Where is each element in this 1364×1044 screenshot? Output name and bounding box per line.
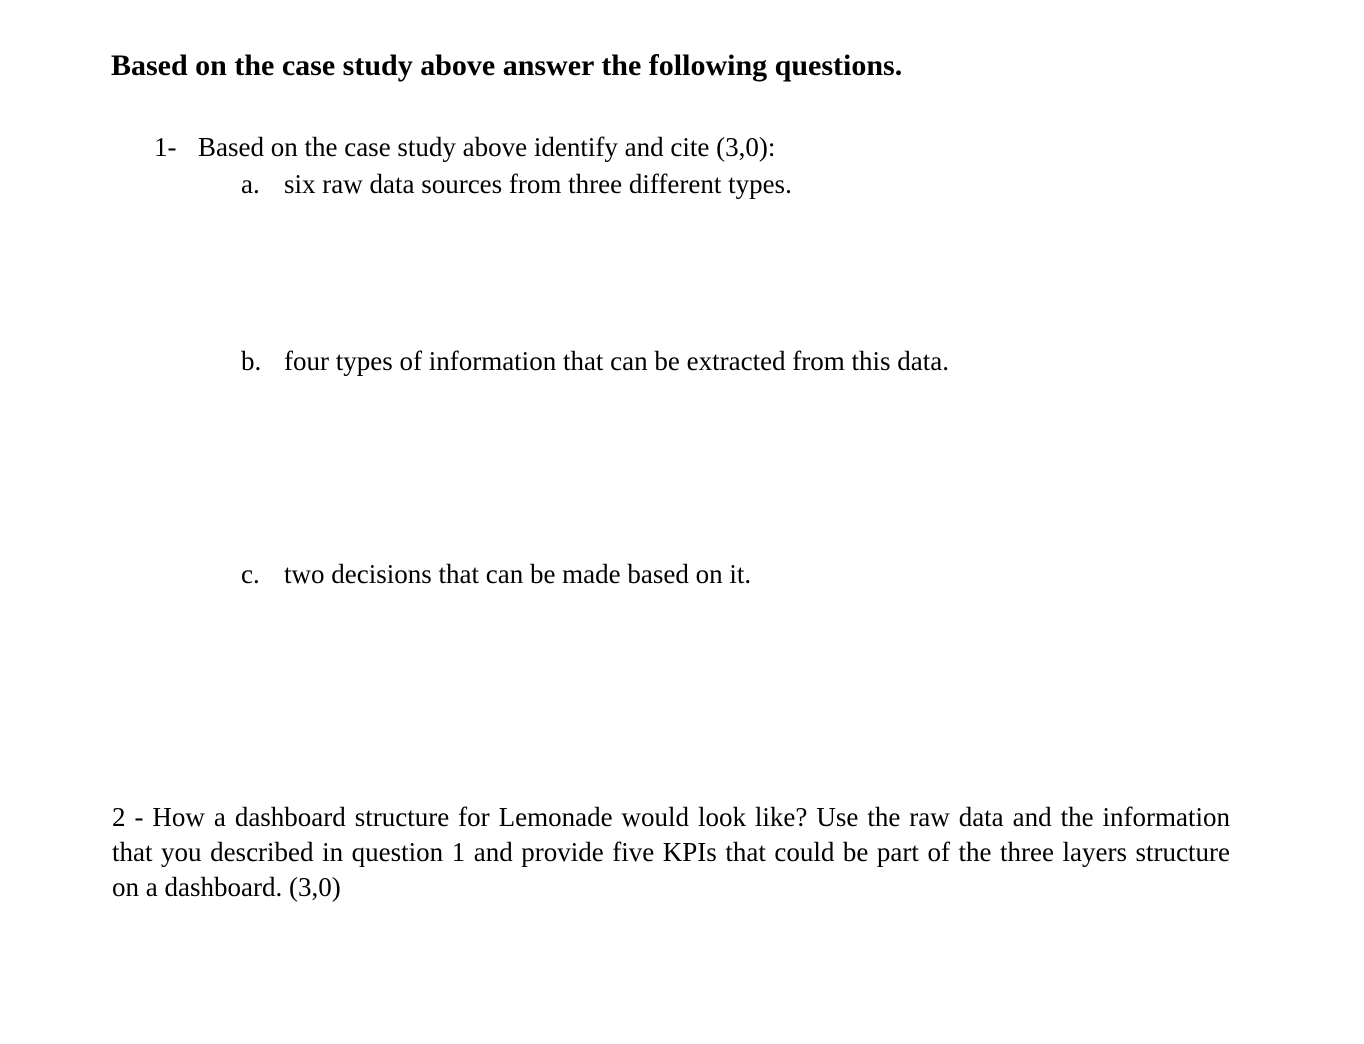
subquestion-a (241, 166, 792, 202)
question-1 (154, 129, 775, 165)
subquestion-b-text: four types of information that can be extracted from this data. (284, 346, 950, 376)
subquestion-c (241, 556, 751, 592)
subquestion-b (241, 343, 949, 379)
question-1-number: 1- (154, 132, 177, 162)
subquestion-a-text: six raw data sources from three different types. (284, 169, 792, 199)
subquestion-a-marker: a. (241, 169, 260, 199)
question-1-text: Based on the case study above identify and cite (3,0): (198, 132, 776, 162)
section-heading: Based on the case study above answer the following questions. (111, 49, 903, 82)
subquestion-c-text: two decisions that can be made based on it. (284, 559, 752, 589)
subquestion-b-marker: b. (241, 346, 262, 376)
subquestion-c-marker: c. (241, 559, 260, 589)
question-2-text: 2 - How a dashboard structure for Lemonade would look like? Use the raw data and the information that you described in question 1 and provide five KPIs that could be part of the three layers structure on a dashboard. (3,0) (112, 802, 1230, 902)
